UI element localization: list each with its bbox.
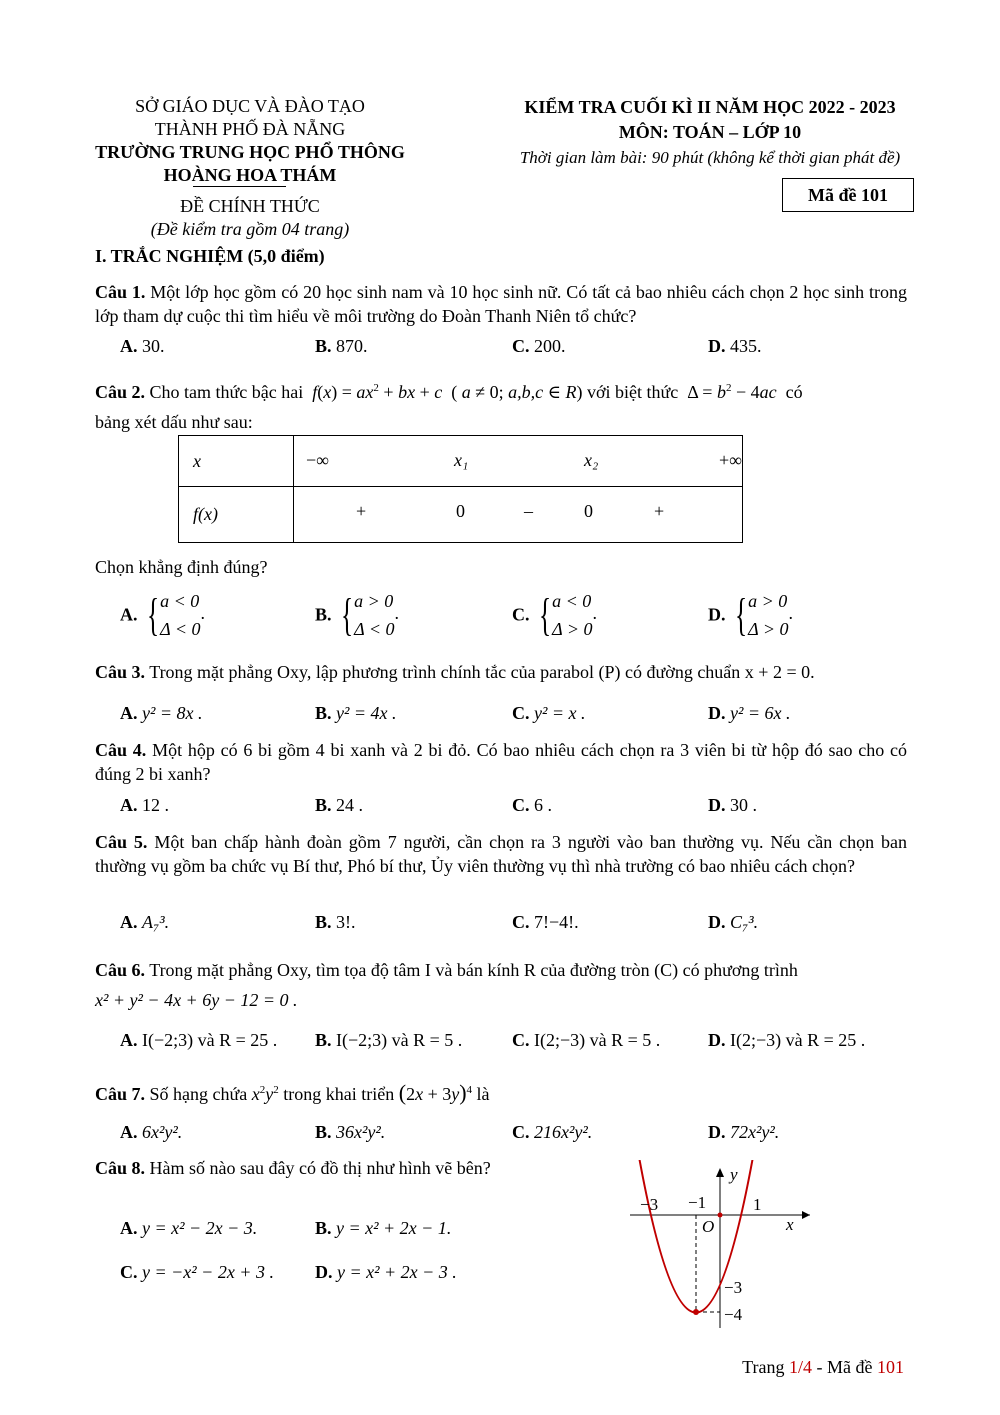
y-label: y (730, 1165, 738, 1184)
x-arrow-icon (802, 1211, 810, 1219)
q5-option-c[interactable]: C. 7!−4!. (512, 912, 579, 932)
dept-line2: THÀNH PHỐ ĐÀ NẴNG (154, 119, 346, 139)
q6-option-c[interactable]: C. I(2;−3) và R = 5 . (512, 1030, 661, 1050)
q7-option-d[interactable]: D. 72x²y². (708, 1122, 780, 1142)
vertex-point (693, 1309, 699, 1315)
q2-option-d[interactable]: D. {a > 0 Δ > 0. (708, 589, 793, 640)
q7-option-c[interactable]: C. 216x²y². (512, 1122, 593, 1142)
q3-text: Trong mặt phẳng Oxy, lập phương trình chính tắc của parabol (P) có đường chuẩn x + 2 = 0. (149, 662, 815, 682)
pos-infinity: +∞ (719, 450, 742, 470)
q2-text-c: có (785, 382, 803, 402)
neg-infinity: −∞ (306, 450, 329, 470)
sign-plus-1: + (356, 501, 367, 521)
sign-table-row1 (294, 436, 743, 487)
q1-text: Một lớp học gồm có 20 học sinh nam và 10 học sinh nữ. Có tất cả bao nhiêu cách chọn 2 học sinh trong lớp tham dự cuộc thi tìm hiểu về môi trường do Đoàn Thanh Niên tổ chức? (95, 282, 908, 326)
q5-option-d[interactable]: D. C₇³. (708, 912, 759, 932)
q8-option-b[interactable]: B. y = x² + 2x − 1. (315, 1218, 452, 1238)
q3-label: Câu 3. (95, 662, 146, 682)
exam-code-box: Mã đề 101 (782, 178, 914, 212)
school-line1: TRƯỜNG TRUNG HỌC PHỔ THÔNG (95, 142, 405, 162)
school-line2: HOÀNG HOA THÁM (163, 165, 337, 185)
question-3 (95, 660, 907, 684)
q7-text-a: Số hạng chứa (149, 1084, 248, 1104)
q2-label: Câu 2. (95, 382, 146, 402)
q2-option-a[interactable]: A. {a < 0 Δ < 0. (120, 589, 205, 640)
sign-table-fx: f(x) (179, 487, 294, 543)
y-minus4-label: −4 (724, 1305, 743, 1324)
page-footer (742, 1357, 904, 1378)
q6-equation: x² + y² − 4x + 6y − 12 = 0 . (95, 990, 298, 1010)
footer-page: 1/4 (789, 1357, 813, 1377)
header-underline (193, 186, 286, 187)
sign-plus-2: + (654, 501, 665, 521)
q2-text-b: với biệt thức (586, 382, 679, 402)
q1-option-c[interactable]: C. 200. (512, 336, 566, 356)
origin-label: O (702, 1217, 715, 1236)
q7-option-b[interactable]: B. 36x²y². (315, 1122, 386, 1142)
sign-table-row2 (294, 487, 743, 543)
x-one-label: 1 (753, 1195, 762, 1214)
root-x2: x₂ (584, 450, 599, 470)
q5-label: Câu 5. (95, 832, 148, 852)
q4-option-d[interactable]: D. 30 . (708, 795, 757, 815)
origin-point (718, 1213, 723, 1218)
q2-option-c[interactable]: C. {a < 0 Δ > 0. (512, 589, 597, 640)
q4-option-b[interactable]: B. 24 . (315, 795, 364, 815)
q8-text: Hàm số nào sau đây có đồ thị như hình vẽ bên? (149, 1158, 491, 1178)
q3-option-b[interactable]: B. y² = 4x . (315, 703, 397, 723)
header-left (70, 95, 430, 241)
q3-option-c[interactable]: C. y² = x . (512, 703, 586, 723)
q6-option-a[interactable]: A. I(−2;3) và R = 25 . (120, 1030, 278, 1050)
q2-option-b[interactable]: B. {a > 0 Δ < 0. (315, 589, 399, 640)
q4-option-a[interactable]: A. 12 . (120, 795, 169, 815)
q6-text: Trong mặt phẳng Oxy, tìm tọa độ tâm I và bán kính R của đường tròn (C) có phương trình (149, 960, 798, 980)
question-8 (95, 1158, 491, 1179)
x-minus3-label: −3 (640, 1195, 659, 1214)
q4-label: Câu 4. (95, 740, 147, 760)
q7-text-c: là (476, 1084, 490, 1104)
q1-option-d[interactable]: D. 435. (708, 336, 762, 356)
q3-option-a[interactable]: A. y² = 8x . (120, 703, 203, 723)
q2-text-a: Cho tam thức bậc hai (149, 382, 304, 402)
q2-prompt: Chọn khẳng định đúng? (95, 557, 268, 577)
question-4 (95, 738, 907, 786)
q2-function: f (312, 382, 318, 402)
x-label: x (786, 1215, 794, 1234)
q8-option-a[interactable]: A. y = x² − 2x − 3. (120, 1218, 258, 1238)
q1-option-b[interactable]: B. 870. (315, 336, 368, 356)
q6-option-d[interactable]: D. I(2;−3) và R = 25 . (708, 1030, 866, 1050)
q1-label: Câu 1. (95, 282, 146, 302)
footer-code: 101 (877, 1357, 904, 1377)
x-minus1-label: −1 (688, 1193, 707, 1212)
footer-mid: - Mã đề (812, 1357, 877, 1377)
q8-label: Câu 8. (95, 1158, 146, 1178)
q5-option-b[interactable]: B. 3!. (315, 912, 356, 932)
q6-label: Câu 6. (95, 960, 146, 980)
pages-note: (Đề kiểm tra gồm 04 trang) (150, 219, 350, 239)
q8-option-c[interactable]: C. y = −x² − 2x + 3 . (120, 1262, 274, 1282)
parabola-graph (620, 1160, 820, 1330)
sign-table (178, 435, 743, 543)
sign-table-x: x (179, 436, 294, 487)
header-right (490, 95, 930, 170)
q5-option-a[interactable]: A. A₇³. (120, 912, 170, 932)
q2-text-d: bảng xét dấu như sau: (95, 412, 253, 432)
question-7: Câu 7. Số hạng chứa $x^2y^2$ trong khai triển $(2x + 3y)^4$ là (95, 1080, 490, 1105)
q3-option-d[interactable]: D. y² = 6x . (708, 703, 791, 723)
q7-text-b: trong khai triển (283, 1084, 395, 1104)
exam-title: KIỂM TRA CUỐI KÌ II NĂM HỌC 2022 - 2023 (524, 97, 896, 117)
q6-option-b[interactable]: B. I(−2;3) và R = 5 . (315, 1030, 463, 1050)
q5-text: Một ban chấp hành đoàn gồm 7 người, cần chọn ra 3 người vào ban thường vụ. Nếu cần chọn ban thường vụ gồm ba chức vụ Bí thư, Phó bí thư, Ủy viên thường vụ thì nhà trường có bao nhiêu cách chọn? (95, 832, 908, 876)
exam-time: Thời gian làm bài: 90 phút (không kể thời gian phát đề) (519, 148, 901, 167)
q7-label: Câu 7. (95, 1084, 146, 1104)
sign-zero-1: 0 (456, 501, 465, 521)
footer-prefix: Trang (742, 1357, 789, 1377)
subject: MÔN: TOÁN – LỚP 10 (618, 122, 802, 142)
sign-minus: – (524, 501, 533, 521)
official-label: ĐỀ CHÍNH THỨC (180, 196, 320, 216)
question-1 (95, 280, 907, 328)
q4-text: Một hộp có 6 bi gồm 4 bi xanh và 2 bi đỏ. Có bao nhiêu cách chọn ra 3 viên bi từ hộp đó sao cho có đúng 2 bi xanh? (95, 740, 908, 784)
sign-zero-2: 0 (584, 501, 593, 521)
q1-option-a[interactable]: A. 30. (120, 336, 165, 356)
section-title: I. TRẮC NGHIỆM (5,0 điểm) (95, 246, 325, 266)
q7-option-a[interactable]: A. 6x²y². (120, 1122, 183, 1142)
y-arrow-icon (716, 1168, 724, 1177)
question-5 (95, 830, 907, 878)
q4-option-c[interactable]: C. 6 . (512, 795, 552, 815)
dept-line1: SỞ GIÁO DỤC VÀ ĐÀO TẠO (135, 96, 365, 116)
root-x1: x₁ (454, 450, 469, 470)
y-minus3-label: −3 (724, 1278, 743, 1297)
q8-option-d[interactable]: D. y = x² + 2x − 3 . (315, 1262, 457, 1282)
question-2: Câu 2. Cho tam thức bậc hai $f(x) = ax^2$ + bx + c ( a ≠ 0; a,b,c ∈ R) với biệt thức $\Delta = b^2 - 4ac$ có bảng xét dấu như sau: (95, 382, 803, 432)
question-6 (95, 955, 907, 1015)
